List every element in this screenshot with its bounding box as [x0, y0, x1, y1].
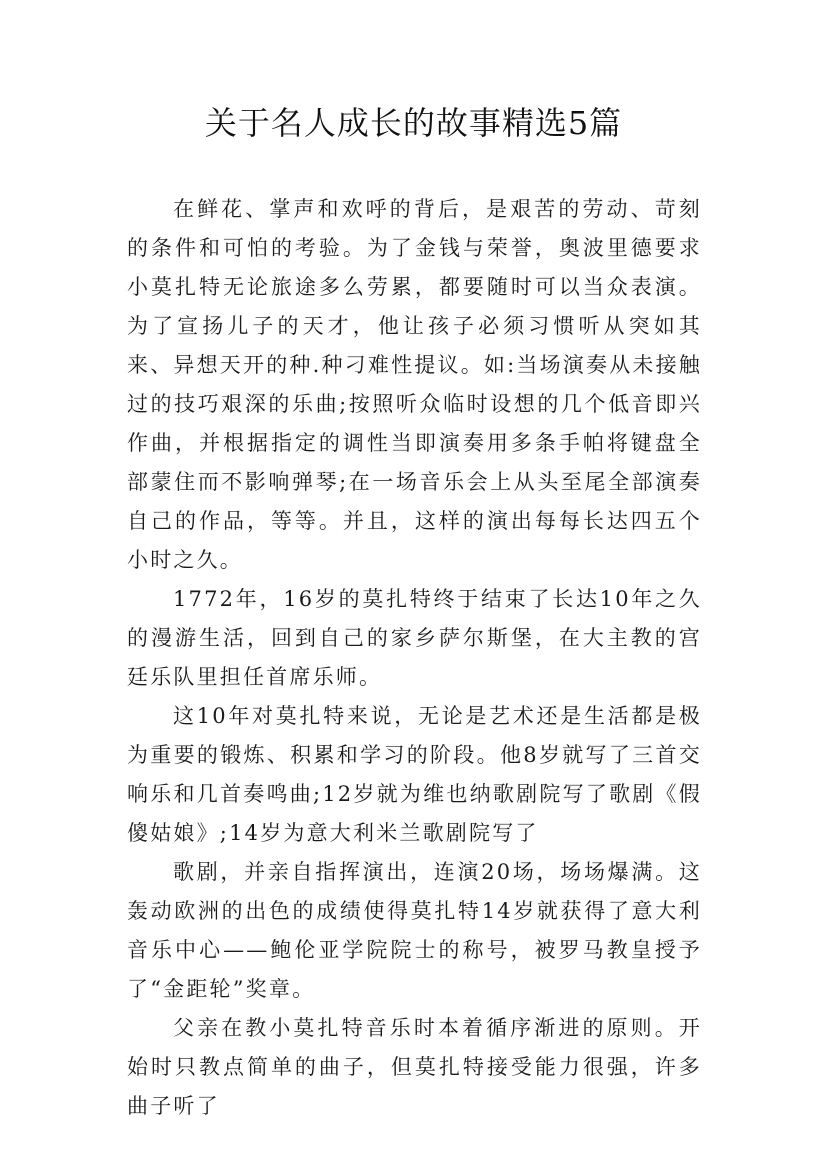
paragraph-3: 这10年对莫扎特来说，无论是艺术还是生活都是极为重要的锻炼、积累和学习的阶段。他8岁就写了三首交响乐和几首奏鸣曲;12岁就为维也纳歌剧院写了歌剧《假傻姑娘》;14岁为意大利米兰歌剧院写了: [127, 704, 702, 845]
document-body: [127, 190, 702, 1126]
paragraph-5: 父亲在教小莫扎特音乐时本着循序渐进的原则。开始时只教点简单的曲子，但莫扎特接受能力很强，许多曲子听了: [127, 1016, 702, 1118]
paragraph-2: 1772年，16岁的莫扎特终于结束了长达10年之久的漫游生活，回到自己的家乡萨尔斯堡，在大主教的宫廷乐队里担任首席乐师。: [127, 587, 702, 689]
paragraph-1: 在鲜花、掌声和欢呼的背后，是艰苦的劳动、苛刻的条件和可怕的考验。为了金钱与荣誉，奥波里德要求小莫扎特无论旅途多么劳累，都要随时可以当众表演。为了宣扬儿子的天才，他让孩子必须习惯听从突如其来、异想天开的种.种刁难性提议。如:当场演奏从未接触过的技巧艰深的乐曲;按照听众临时设想的几个低音即兴作曲，并根据指定的调性当即演奏用多条手帕将键盘全部蒙住而不影响弹琴;在一场音乐会上从头至尾全部演奏自己的作品，等等。并且，这样的演出每每长达四五个小时之久。: [127, 197, 702, 572]
document-title: 关于名人成长的故事精选5篇: [204, 104, 623, 142]
paragraph-4: 歌剧，并亲自指挥演出，连演20场，场场爆满。这轰动欧洲的出色的成绩使得莫扎特14岁就获得了意大利音乐中心——鲍伦亚学院院士的称号，被罗马教皇授予了“金距轮”奖章。: [127, 860, 702, 1001]
